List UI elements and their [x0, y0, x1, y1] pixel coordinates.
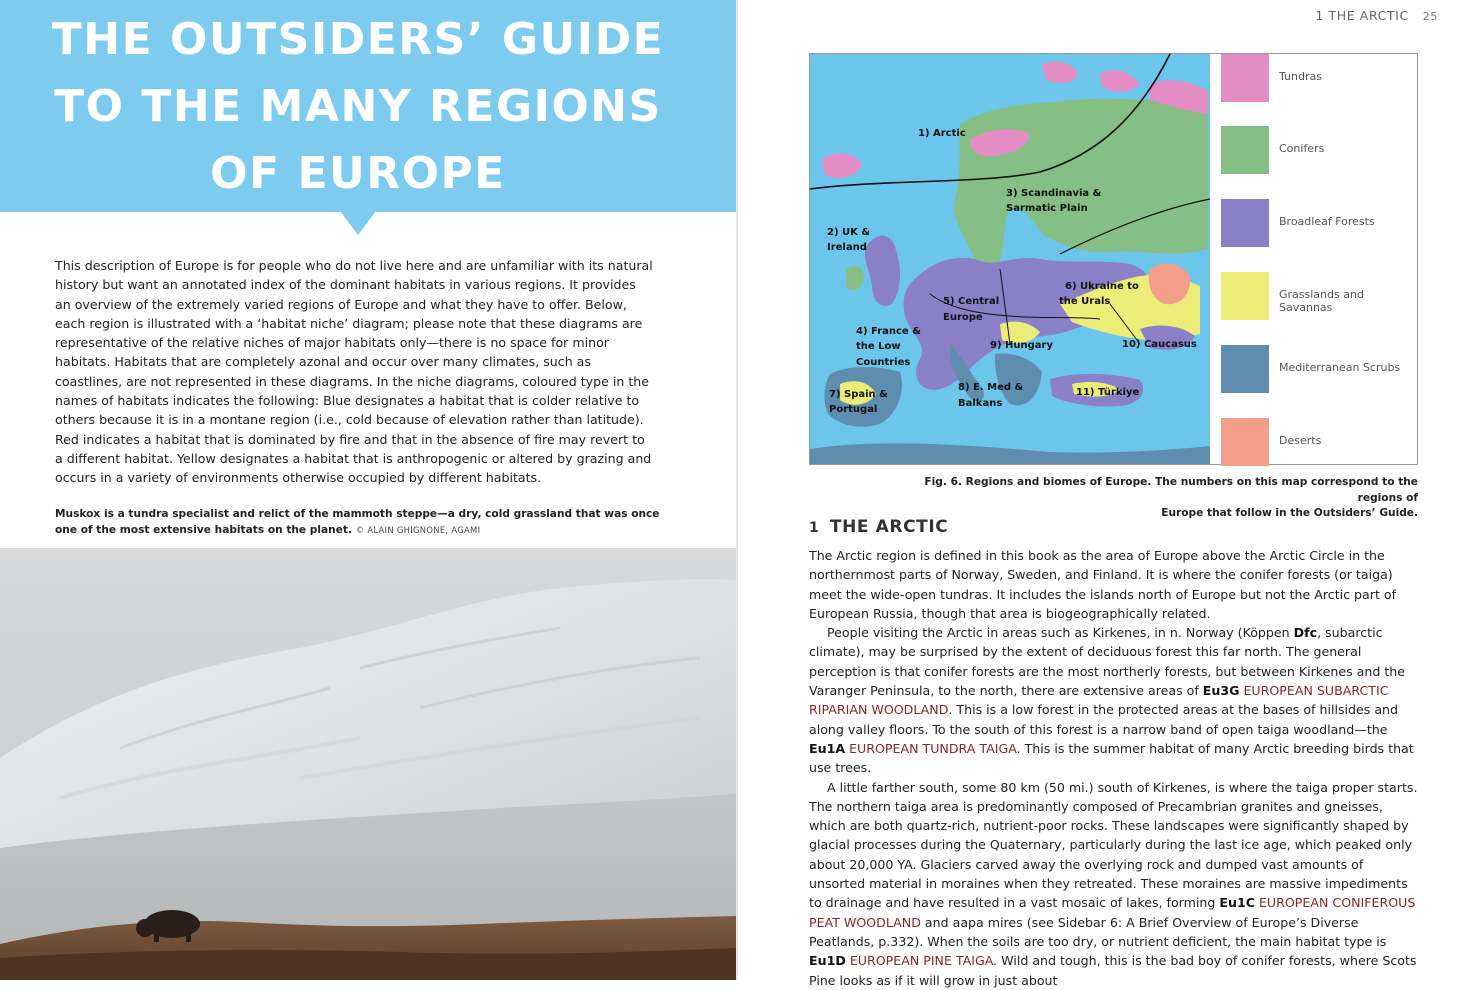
photo-caption-text: Muskox is a tundra specialist and relict of the mammoth steppe—a dry, cold grassland that was once one of the most extensive habitats on the planet. [55, 508, 660, 536]
paragraph-1: The Arctic region is defined in this book as the area of Europe above the Arctic Circle in the northernmost parts of Norway, Sweden, and Finland. It is where the conifer forests (or taiga) meet the wide-open tundras. It includes the islands north of Europe but not the Arctic part of European Russia, though that area is biogeographically related. [809, 548, 1397, 621]
text-run: and aapa mires (see Sidebar 6: A Brief Overview of Europe’s Diverse Peatlands, p.332). When the soils are too dry, or nutrient deficient, the main habitat type is [809, 914, 1387, 949]
map-label-scandinavia-1: 3) Scandinavia & [1006, 188, 1102, 199]
map-label-ukraine-2: the Urals [1059, 296, 1111, 307]
section-number: 1 [809, 520, 820, 536]
text-run: People visiting the Arctic in areas such as Kirkenes, in n. Norway (Köppen [827, 625, 1294, 641]
legend-label: Conifers [1279, 142, 1325, 155]
map-label-turkiye: 11) Türkiye [1076, 387, 1140, 398]
map-label-uk-1: 2) UK & [827, 227, 871, 238]
habitat-code: Eu1C [1219, 895, 1255, 911]
europe-biome-map [810, 54, 1210, 464]
text-run: . Wild and tough, this is the bad boy of conifer forests, where Scots Pine looks as if it will grow in just about [809, 953, 1417, 988]
legend-swatch [1221, 418, 1269, 466]
map-legend [1211, 54, 1417, 464]
map-label-hungary: 9) Hungary [990, 340, 1053, 351]
habitat-code: Eu1A [809, 740, 846, 756]
paragraph-2 [809, 623, 1421, 777]
legend-item-tundras [1221, 54, 1417, 104]
figure-caption-line-2: Europe that follow in the Outsiders’ Guide. [1161, 507, 1418, 519]
climate-code: Dfc [1293, 625, 1318, 641]
legend-item-deserts [1221, 418, 1417, 468]
habitat-name: EUROPEAN TUNDRA TAIGA [849, 740, 1017, 756]
title-pointer [340, 211, 376, 235]
figure-caption [888, 475, 1418, 522]
map-label-spain-2: Portugal [829, 404, 878, 415]
legend-item-broadleaf-forests [1221, 199, 1417, 249]
photo-credit: © ALAIN GHIGNONE, AGAMI [355, 524, 481, 535]
section-body [809, 546, 1421, 990]
text-run: A little farther south, some 80 km (50 mi.) south of Kirkenes, is where the taiga proper starts. The northern taiga area is predominantly composed of Precambrian granites and gneisses, which are both quartz-rich, nutrient-poor rocks. These landscapes were significantly shaped by glacial processes during the Quaternary, particularly during the last ice age, which peaked only about 20,000 YA. Glaciers carved away the overlying rock and dumped vast amounts of unsorted material in moraines when they retreated. These moraines are massive impediments to drainage and have resulted in a vast mosaic of lakes, forming [809, 779, 1418, 911]
map-label-caucasus: 10) Caucasus [1122, 339, 1197, 350]
map-label-arctic: 1) Arctic [918, 128, 966, 139]
legend-label: Deserts [1279, 434, 1322, 447]
left-page [0, 0, 736, 980]
intro-paragraph: This description of Europe is for people who do not live here and are unfamiliar with its natural history but want an annotated index of the dominant habitats in various regions. It provides an overview of the extremely varied regions of Europe and what they have to offer. Below, each region is illustrated with a ‘habitat niche’ diagram; please note that these diagrams are representative of the relative niches of major habitats only—there is no space for minor habitats. Habitats that are completely azonal and occur over many climates, such as coastlines, are not represented in these diagrams. In the niche diagrams, coloured type in the names of habitats indicates the following: Blue designates a habitat that is colder relative to others because it is in a montane region (i.e., cold because of elevation rather than latitude). Red indicates a habitat that is dominated by fire and that in the absence of fire may revert to a different habitat. Yellow designates a habitat that is anthropogenic or altered by grazing and occurs in a variety of environments otherwise occupied by different habitats. [55, 258, 653, 486]
legend-item-mediterranean-scrubs [1221, 345, 1417, 395]
map-label-emed-2: Balkans [958, 398, 1003, 409]
habitat-name: EUROPEAN PINE TAIGA [849, 953, 994, 969]
legend-swatch [1221, 345, 1269, 393]
legend-label: Mediterranean Scrubs [1279, 361, 1401, 374]
section-title: THE ARCTIC [829, 517, 949, 537]
legend-label: Tundras [1279, 70, 1322, 83]
map-label-central-1: 5) Central [943, 296, 1000, 307]
running-head-title: 1 THE ARCTIC [1315, 8, 1409, 23]
title-line-2: TO THE MANY REGIONS [54, 81, 662, 132]
paragraph-3 [809, 778, 1421, 990]
title-banner [0, 0, 736, 212]
text-run: . This is a low forest in the protected areas at the bases of hillsides and along valley floors. To the south of this forest is a narrow band of open taiga woodland—the [809, 702, 1399, 737]
habitat-name: EUROPEAN CONIFEROUS PEAT WOODLAND [809, 895, 1416, 930]
right-page [738, 0, 1470, 988]
running-head [1315, 8, 1438, 23]
europe-biome-figure [809, 53, 1418, 465]
photo-caption [55, 507, 675, 538]
text-run: , subarctic climate), may be surprised by the extent of deciduous forest this far north. The general perception is that conifer forests are the most northerly forests, but between Kirkenes and the Varanger Peninsula, to the north, there are extensive areas of [809, 625, 1406, 699]
legend-item-conifers [1221, 126, 1417, 176]
map-label-ukraine-1: 6) Ukraine to [1065, 281, 1139, 292]
legend-swatch [1221, 272, 1269, 320]
habitat-code: Eu3G [1202, 683, 1240, 699]
map-label-france-1: 4) France & [856, 326, 921, 337]
map-label-france-3: Countries [856, 357, 911, 368]
map-label-emed-1: 8) E. Med & [958, 382, 1024, 393]
page-number: 25 [1422, 10, 1438, 23]
map-label-central-2: Europe [943, 312, 983, 323]
map-label-scandinavia-2: Sarmatic Plain [1006, 203, 1088, 214]
section-heading [809, 517, 948, 537]
habitat-name: EUROPEAN SUBARCTIC RIPARIAN WOODLAND [809, 683, 1389, 718]
legend-swatch [1221, 54, 1269, 102]
map-label-spain-1: 7) Spain & [829, 389, 888, 400]
text-run: . This is the summer habitat of many Arctic breeding birds that use trees. [809, 740, 1414, 776]
title-line-3: OF EUROPE [210, 148, 506, 199]
map-label-france-2: the Low [856, 341, 901, 352]
map-label-uk-2: Ireland [827, 242, 867, 253]
habitat-code: Eu1D [809, 953, 846, 969]
legend-item-grasslands [1221, 272, 1417, 322]
legend-swatch [1221, 199, 1269, 247]
muskox-photo [0, 548, 736, 980]
page-title [0, 6, 716, 207]
legend-swatch [1221, 126, 1269, 174]
legend-label: Broadleaf Forests [1279, 215, 1375, 228]
figure-caption-line-1: Fig. 6. Regions and biomes of Europe. The numbers on this map correspond to the regions of [924, 476, 1418, 504]
legend-label: Grasslands and Savannas [1279, 288, 1364, 314]
title-line-1: THE OUTSIDERS’ GUIDE [51, 14, 665, 65]
